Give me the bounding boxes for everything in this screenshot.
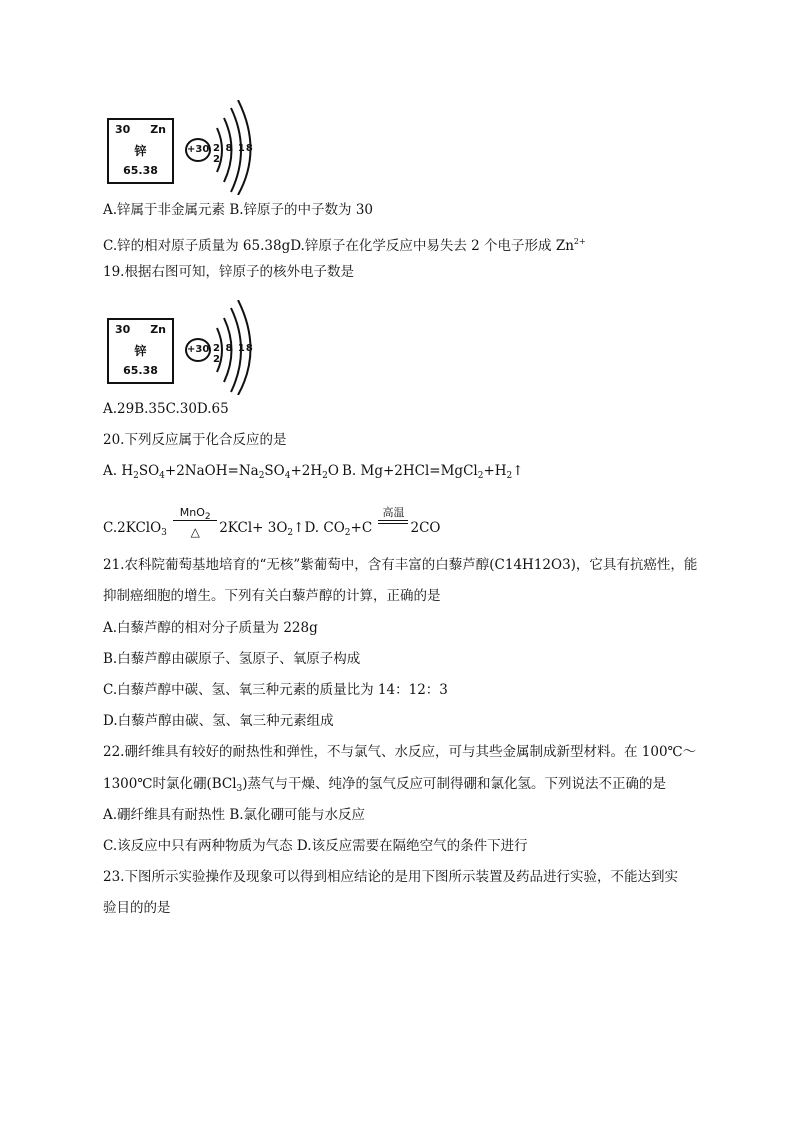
q22-options-ab: A.硼纤维具有耐热性 B.氯化硼可能与水反应 [103,807,366,823]
q20-option-a: A. $H_2SO_4+2NaOH=Na_2SO_4+2H_2O$ [103,463,339,481]
q19-options: A.29B.35C.30D.65 [103,401,229,417]
atomic-number: 30 [115,123,131,136]
element-symbol: Zn [150,123,166,136]
nucleus: +30 [185,338,211,362]
q20-option-b: B. $Mg+2HCl=MgCl_2+H_2↑$ [342,463,524,481]
q21-stem-line2: 抑制癌细胞的增生。下列有关白藜芦醇的计算，正确的是 [103,588,441,604]
q21-stem-line1: 21.农科院葡萄基地培育的“无核”紫葡萄中，含有丰富的白藜芦醇(C14H12O3)，它具有抗癌性，能 [103,557,698,573]
q22-options-cd: C.该反应中只有两种物质为气态 D.该反应需要在隔绝空气的条件下进行 [103,838,528,854]
q23-stem-line1: 23.下图所示实验操作及现象可以得到相应结论的是用下图所示装置及药品进行实验，不能达到实 [103,869,678,885]
q21-option-b: B.白藜芦醇由碳原子、氢原子、氧原子构成 [103,651,361,667]
element-symbol: Zn [150,323,166,336]
q20-options-cd: C.2KClO$_3$ MnO$_2$ △ $2KCl+ 3O_2↑D$. $CO_2+C$ 高温 2CO [103,506,441,539]
reaction-condition-catalyst: MnO$_2$ △ [171,508,219,538]
electron-counts: 2 8 18 2 [213,343,254,365]
atomic-mass: 65.38 [123,164,158,177]
q21-option-c: C.白藜芦醇中碳、氢、氧三种元素的质量比为 14：12：3 [103,682,448,698]
electron-counts: 2 8 18 2 [213,143,254,165]
q18-options-ab: A.锌属于非金属元素 B.锌原子的中子数为 30 [103,202,374,218]
element-name: 锌 [134,344,147,358]
q18-options-cd: C.锌的相对原子质量为 65.38gD.锌原子在化学反应中易失去 2 个电子形成 $Zn^{2+}$ [103,237,586,254]
reaction-condition-high-temp: 高温 [376,508,410,538]
q21-option-d: D.白藜芦醇由碳、氢、氧三种元素组成 [103,713,334,729]
q20-stem: 20.下列反应属于化合反应的是 [103,432,287,448]
q22-stem-line1: 22.硼纤维具有较好的耐热性和弹性，不与氯气、水反应，可与其些金属制成新型材料。在 100℃～ [103,744,697,760]
zinc-atom-figure-2 [105,300,265,395]
element-name: 锌 [134,144,147,158]
q22-stem-line2: 1300℃时氯化硼(BCl$_3$)蒸气与干燥、纯净的氢气反应可制得硼和氯化氢。下列说法不正确的是 [103,776,667,794]
q19-stem: 19.根据右图可知，锌原子的核外电子数是 [103,264,354,280]
zinc-atom-figure-1 [105,100,265,195]
q21-option-a: A.白藜芦醇的相对分子质量为 228g [103,620,318,636]
atomic-mass: 65.38 [123,364,158,377]
q23-stem-line2: 验目的的是 [103,900,171,916]
nucleus: +30 [185,138,211,162]
atomic-number: 30 [115,323,131,336]
